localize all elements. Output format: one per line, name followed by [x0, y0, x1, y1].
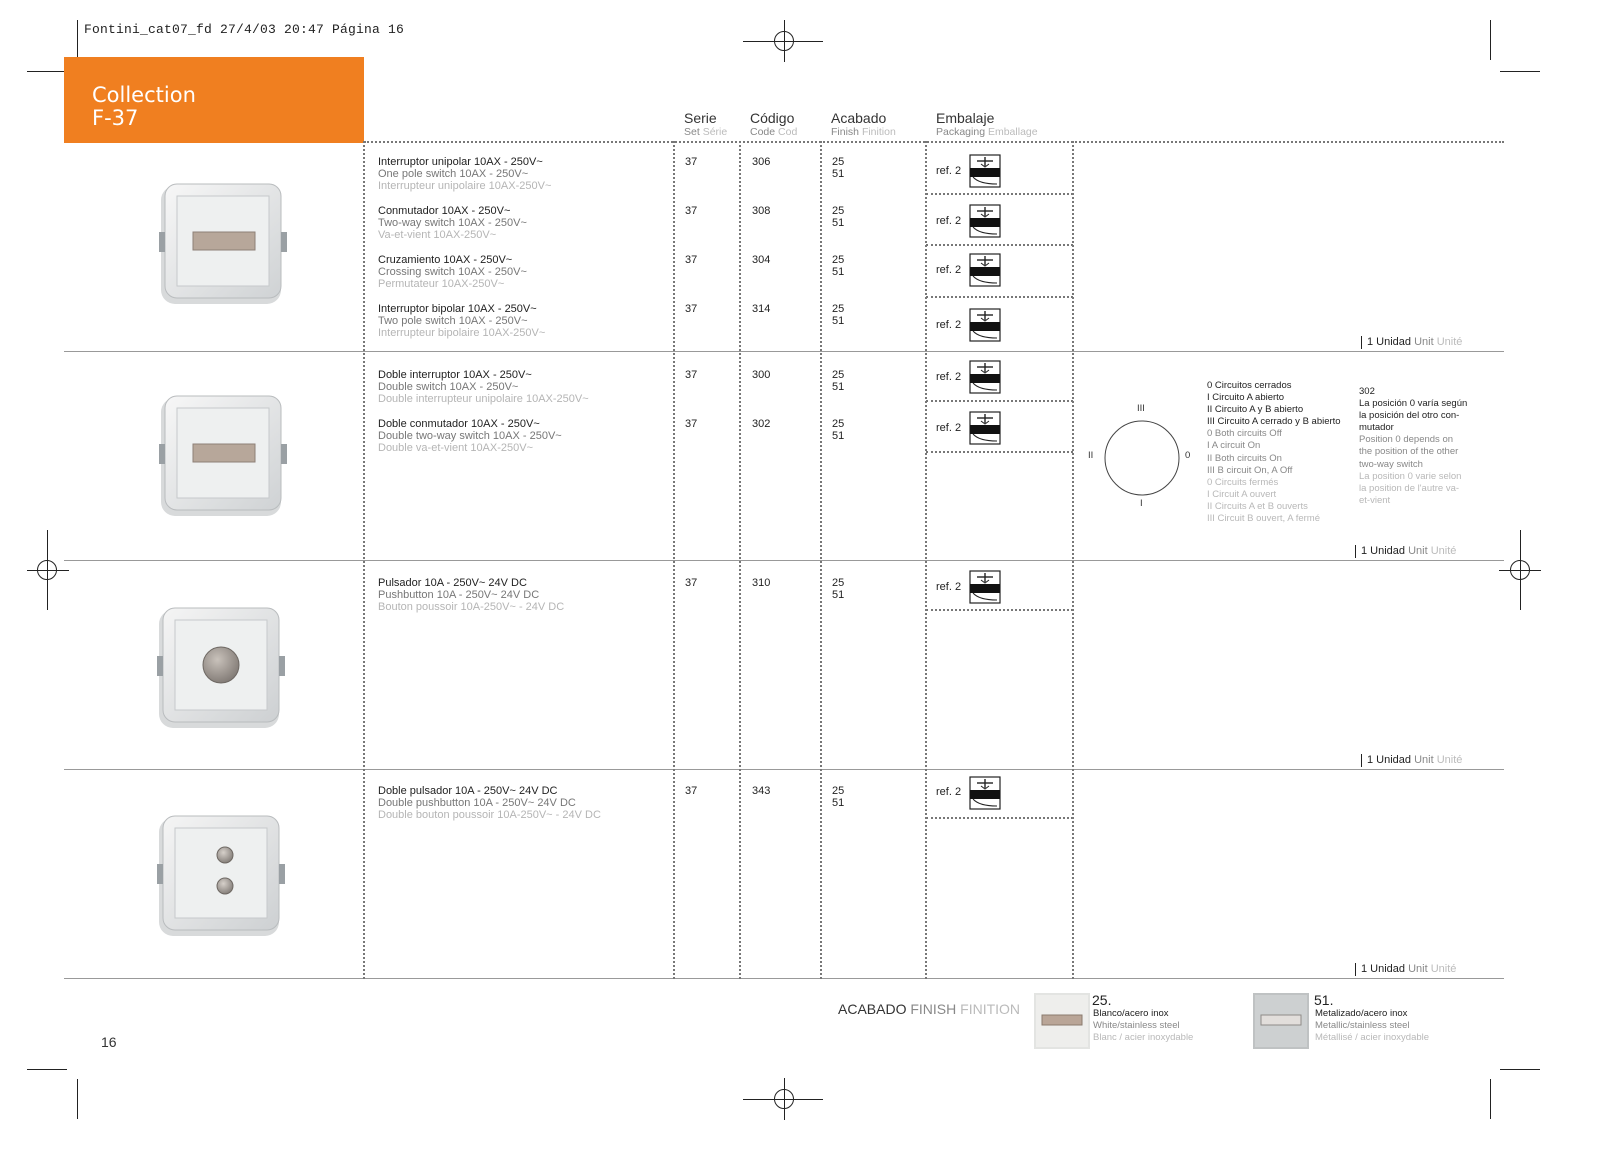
unit-label: 1 Unidad Unit Unité: [1361, 754, 1462, 767]
packaging-divider: [926, 296, 1073, 298]
column-header-acabado: Acabado Finish Finition: [831, 110, 896, 138]
column-rule: [820, 141, 822, 979]
switch-position-diagram: [1102, 418, 1182, 498]
finish-legend-title: ACABADO FINISH FINITION: [838, 1001, 1021, 1017]
position-note: 302 La posición 0 varía según la posición del otro con- mutador Position 0 depends on the position of the other two-way switch La position 0 varie selon la position de l'autre va- et-vient: [1359, 386, 1468, 506]
finish-cell: 25 51: [832, 254, 845, 278]
product-image-single-rocker: [157, 180, 289, 308]
product-image-pushbutton: [155, 602, 287, 732]
row-description: Doble pulsador 10A - 250V~ 24V DC Double pushbutton 10A - 250V~ 24V DC Double bouton poussoir 10A-250V~ - 24V DC: [378, 785, 601, 821]
finish-description: Blanco/acero inox White/stainless steel Blanc / acier inoxydable: [1093, 1008, 1194, 1043]
product-image-double-rocker: [157, 392, 289, 520]
code-cell: 314: [752, 303, 771, 315]
code-cell: 306: [752, 156, 771, 168]
serie-cell: 37: [685, 418, 698, 430]
row-description: Doble conmutador 10AX - 250V~ Double two-way switch 10AX - 250V~ Double va-et-vient 10AX-250V~: [378, 418, 562, 454]
row-description: Cruzamiento 10AX - 250V~ Crossing switch 10AX - 250V~ Permutateur 10AX-250V~: [378, 254, 527, 290]
packaging-divider: [926, 400, 1073, 402]
row-description: Conmutador 10AX - 250V~ Two-way switch 10AX - 250V~ Va-et-vient 10AX-250V~: [378, 205, 527, 241]
column-rule: [925, 141, 927, 979]
row-description: Interruptor bipolar 10AX - 250V~ Two pole switch 10AX - 250V~ Interrupteur bipolaire 10AX-250V~: [378, 303, 546, 339]
crop-mark-tr-h: [1500, 71, 1540, 72]
finish-cell: 25 51: [832, 577, 845, 601]
finish-swatch-white: [1034, 993, 1090, 1049]
finish-cell: 25 51: [832, 418, 845, 442]
packaging-divider: [926, 609, 1073, 611]
code-cell: 308: [752, 205, 771, 217]
serie-cell: 37: [685, 156, 698, 168]
crop-mark-bl-v: [77, 1079, 78, 1119]
unit-label: 1 Unidad Unit Unité: [1355, 963, 1456, 976]
packaging-ref: ref. 2: [936, 215, 962, 227]
column-rule: [363, 141, 365, 979]
column-rule: [739, 141, 741, 979]
position-label-left: II: [1088, 450, 1094, 461]
page-number: 16: [101, 1034, 117, 1050]
circuit-legend: 0 Circuitos cerrados I Circuito A abierto II Circuito A y B abierto III Circuito A cerrado y B abierto 0 Both circuits Off I A circuit On II Both circuits On III B circuit On, A Off 0 Circuits fermés I Circuit A ouvert II Circuits A et B ouverts III Circuit B ouvert, A fermé: [1207, 380, 1341, 525]
finish-cell: 25 51: [832, 205, 845, 229]
finish-cell: 25 51: [832, 303, 845, 327]
packaging-ref: ref. 2: [936, 786, 962, 798]
packaging-ref: ref. 2: [936, 165, 962, 177]
row-description: Doble interruptor 10AX - 250V~ Double switch 10AX - 250V~ Double interrupteur unipolaire 10AX-250V~: [378, 369, 589, 405]
package-box-icon: [969, 570, 1001, 604]
section-divider: [64, 978, 1504, 979]
collection-label: Collection: [92, 83, 196, 107]
print-slug: Fontini_cat07_fd 27/4/03 20:47 Página 16: [84, 22, 405, 37]
finish-cell: 25 51: [832, 156, 845, 180]
package-box-icon: [969, 154, 1001, 188]
collection-name: F-37: [92, 106, 139, 130]
packaging-ref: ref. 2: [936, 371, 962, 383]
finish-swatch-metallic: [1253, 993, 1309, 1049]
column-header-codigo: Código Code Cod: [750, 110, 798, 138]
column-rule: [673, 141, 675, 979]
code-cell: 302: [752, 418, 771, 430]
packaging-ref: ref. 2: [936, 581, 962, 593]
unit-label: 1 Unidad Unit Unité: [1355, 545, 1456, 558]
finish-number: 51.: [1314, 992, 1334, 1008]
packaging-divider: [926, 244, 1073, 246]
packaging-divider: [926, 451, 1073, 453]
package-box-icon: [969, 360, 1001, 394]
finish-number: 25.: [1092, 992, 1112, 1008]
column-header-embalaje: Embalaje Packaging Emballage: [936, 110, 1038, 138]
section-divider: [64, 560, 1504, 561]
package-box-icon: [969, 253, 1001, 287]
packaging-ref: ref. 2: [936, 319, 962, 331]
crop-mark-tl-h: [27, 71, 67, 72]
crop-mark-tr-v: [1490, 20, 1491, 60]
serie-cell: 37: [685, 577, 698, 589]
finish-description: Metalizado/acero inox Metallic/stainless steel Métallisé / acier inoxydable: [1315, 1008, 1430, 1043]
column-header-serie: Serie Set Série: [684, 110, 728, 138]
finish-cell: 25 51: [832, 369, 845, 393]
package-box-icon: [969, 204, 1001, 238]
crop-mark-br-h: [1500, 1069, 1540, 1070]
code-cell: 300: [752, 369, 771, 381]
column-rule: [1072, 141, 1074, 979]
product-image-double-pushbutton: [155, 810, 287, 940]
packaging-divider: [926, 817, 1073, 819]
section-divider: [64, 769, 1504, 770]
header-divider: [364, 141, 1504, 143]
package-box-icon: [969, 776, 1001, 810]
unit-label: 1 Unidad Unit Unité: [1361, 336, 1462, 349]
packaging-ref: ref. 2: [936, 422, 962, 434]
serie-cell: 37: [685, 303, 698, 315]
row-description: Interruptor unipolar 10AX - 250V~ One pole switch 10AX - 250V~ Interrupteur unipolaire 10AX-250V~: [378, 156, 552, 192]
collection-title: [92, 84, 196, 130]
position-label-top: III: [1137, 403, 1145, 414]
serie-cell: 37: [685, 254, 698, 266]
serie-cell: 37: [685, 369, 698, 381]
code-cell: 310: [752, 577, 771, 589]
packaging-divider: [926, 193, 1073, 195]
crop-mark-br-v: [1490, 1079, 1491, 1119]
position-label-right: 0: [1185, 450, 1191, 461]
serie-cell: 37: [685, 205, 698, 217]
position-label-bottom: I: [1140, 498, 1143, 509]
packaging-ref: ref. 2: [936, 264, 962, 276]
row-description: Pulsador 10A - 250V~ 24V DC Pushbutton 10A - 250V~ 24V DC Bouton poussoir 10A-250V~ - 24V DC: [378, 577, 565, 613]
finish-cell: 25 51: [832, 785, 845, 809]
package-box-icon: [969, 308, 1001, 342]
code-cell: 304: [752, 254, 771, 266]
code-cell: 343: [752, 785, 771, 797]
crop-mark-tl-v: [77, 20, 78, 60]
serie-cell: 37: [685, 785, 698, 797]
crop-mark-bl-h: [27, 1069, 67, 1070]
package-box-icon: [969, 411, 1001, 445]
section-divider: [64, 351, 1504, 352]
